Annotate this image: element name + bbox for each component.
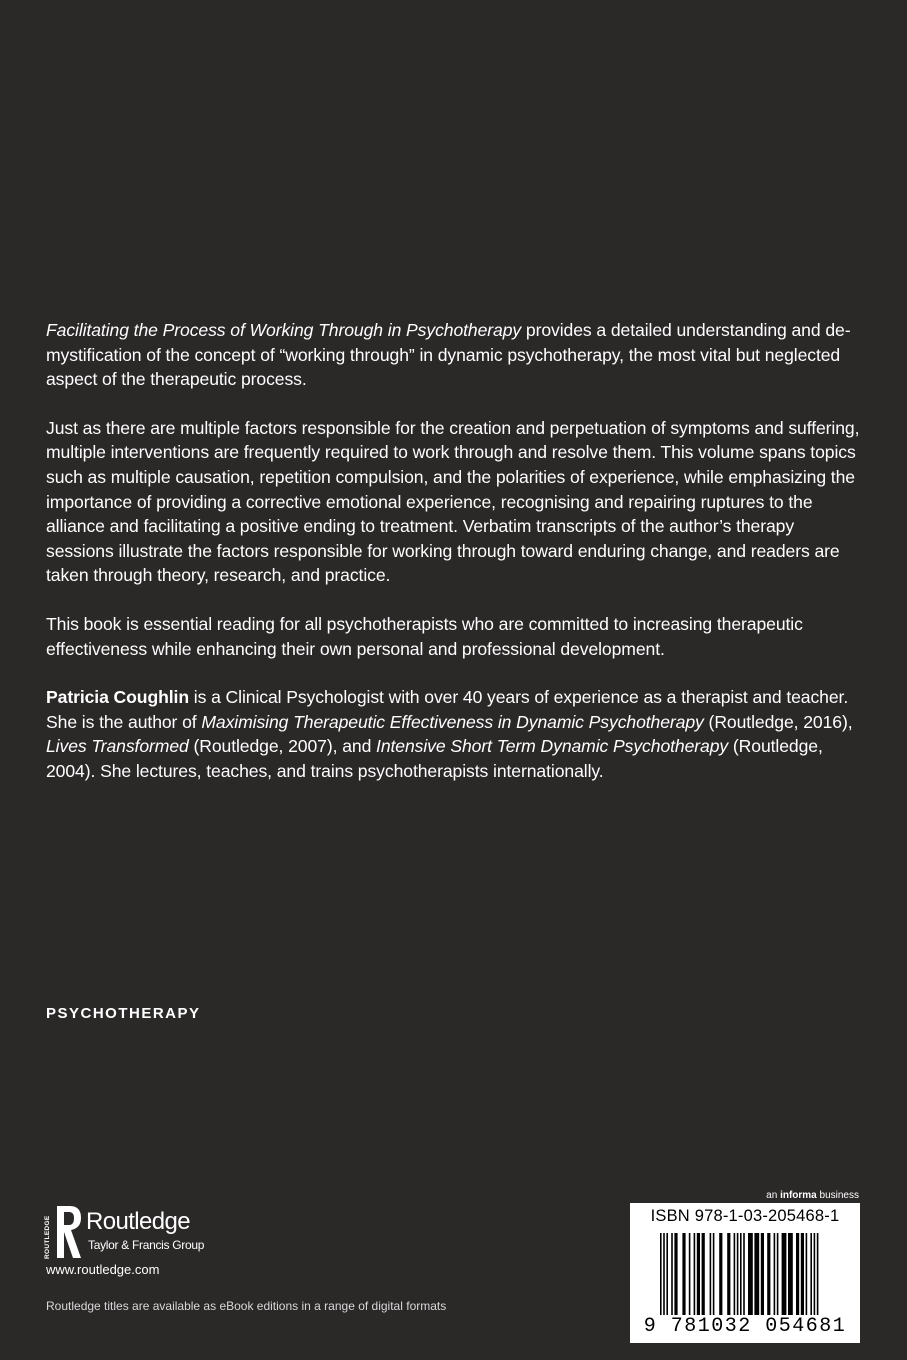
informa-tagline <box>766 1190 859 1201</box>
barcode-bar <box>663 1233 665 1315</box>
book-title: Facilitating the Process of Working Through in Psychotherapy <box>46 320 522 340</box>
barcode-bar <box>694 1233 696 1315</box>
barcode-bar <box>674 1233 677 1315</box>
isbn-barcode <box>630 1203 860 1343</box>
publisher-name: Routledge <box>86 1208 191 1235</box>
barcode-bar <box>740 1233 742 1315</box>
barcode-bar <box>796 1233 799 1315</box>
subject-category: PSYCHOTHERAPY <box>46 1005 201 1022</box>
barcode-bar <box>682 1233 685 1315</box>
barcode-bar <box>666 1233 668 1315</box>
barcode-bar <box>727 1233 730 1315</box>
barcode-bar <box>814 1233 816 1315</box>
barcode-bar <box>689 1233 691 1315</box>
publisher-logo <box>40 1204 280 1264</box>
isbn-number: ISBN 978-1-03-205468-1 <box>650 1207 840 1225</box>
barcode-bar <box>817 1233 819 1315</box>
bio-text-4: (Routledge, 2004). She lectures, teaches, and trains psychotherapists internationally. <box>46 736 823 781</box>
author-bio <box>46 685 866 783</box>
barcode-digits: 9 781032 054681 <box>643 1315 847 1338</box>
blurb-paragraph-1 <box>46 318 866 392</box>
blurb-paragraph-3: This book is essential reading for all psychotherapists who are committed to increasing therapeutic effectiveness while enhancing their own personal and professional development. <box>46 613 803 659</box>
barcode-bar <box>671 1233 673 1315</box>
barcode-bar <box>774 1233 776 1315</box>
barcode-bar <box>754 1233 759 1315</box>
bio-book-1: Maximising Therapeutic Effectiveness in Dynamic Psychotherapy <box>201 711 704 732</box>
routledge-r-icon <box>54 1204 84 1260</box>
barcode-bar <box>806 1233 808 1315</box>
barcode-bar <box>743 1233 745 1315</box>
barcode-bar <box>777 1233 779 1315</box>
publisher-vertical-text: ROUTLEDGE <box>44 1215 51 1259</box>
bio-book-2: Lives Transformed <box>46 736 189 757</box>
barcode-bar <box>767 1233 770 1315</box>
barcode-bar <box>748 1233 753 1315</box>
blurb-p1-text: provides a detailed understanding and de-mystification of the concept of “working through” in dynamic psychotherapy, the most vital but neglected aspect of the therapeutic process. <box>46 320 851 390</box>
barcode-bar <box>737 1233 739 1315</box>
bio-text-3: (Routledge, 2007), and <box>188 736 377 757</box>
barcode-bar <box>782 1233 787 1315</box>
publisher-website[interactable]: www.routledge.com <box>46 1262 160 1277</box>
author-name: Patricia Coughlin <box>46 687 189 708</box>
bio-book-3: Intensive Short Term Dynamic Psychotherapy <box>376 736 729 757</box>
publisher-group: Taylor & Francis Group <box>88 1238 205 1252</box>
barcode-bar <box>660 1233 662 1315</box>
blurb-paragraph-2: Just as there are multiple factors responsible for the creation and perpetuation of symptoms and suffering, multiple interventions are frequently required to work through and resolve them. This volume spans topics such as multiple causation, repetition compulsion, and the polarities of experience, while emphasizing the importance of providing a corrective emotional experience, recognising and repairing ruptures to the alliance and facilitating a positive ending to treatment. Verbatim transcripts of the author’s therapy sessions illustrate the factors responsible for working through toward enduring change, and readers are taken through theory, research, and practice. <box>46 417 860 586</box>
barcode-bar <box>710 1233 712 1315</box>
barcode-bar <box>788 1233 793 1315</box>
barcode-bar <box>697 1233 700 1315</box>
back-cover-blurb <box>46 318 866 808</box>
ebook-note: Routledge titles are available as eBook editions in a range of digital formats <box>46 1299 447 1313</box>
barcode-bar <box>719 1233 722 1315</box>
bio-text-2: (Routledge, 2016), <box>703 711 853 732</box>
barcode-bar <box>713 1233 715 1315</box>
barcode-bar <box>702 1233 705 1315</box>
barcode-bar <box>734 1233 736 1315</box>
barcode-bar <box>801 1233 804 1315</box>
barcode-bar <box>761 1233 764 1315</box>
informa-brand: informa <box>780 1190 817 1201</box>
bio-text-1: is a Clinical Psychologist with over 40 years of experience as a therapist and teacher. She is the author of <box>46 687 849 732</box>
informa-prefix: an <box>766 1190 781 1201</box>
barcode-bar <box>810 1233 812 1315</box>
informa-suffix: business <box>816 1190 859 1201</box>
